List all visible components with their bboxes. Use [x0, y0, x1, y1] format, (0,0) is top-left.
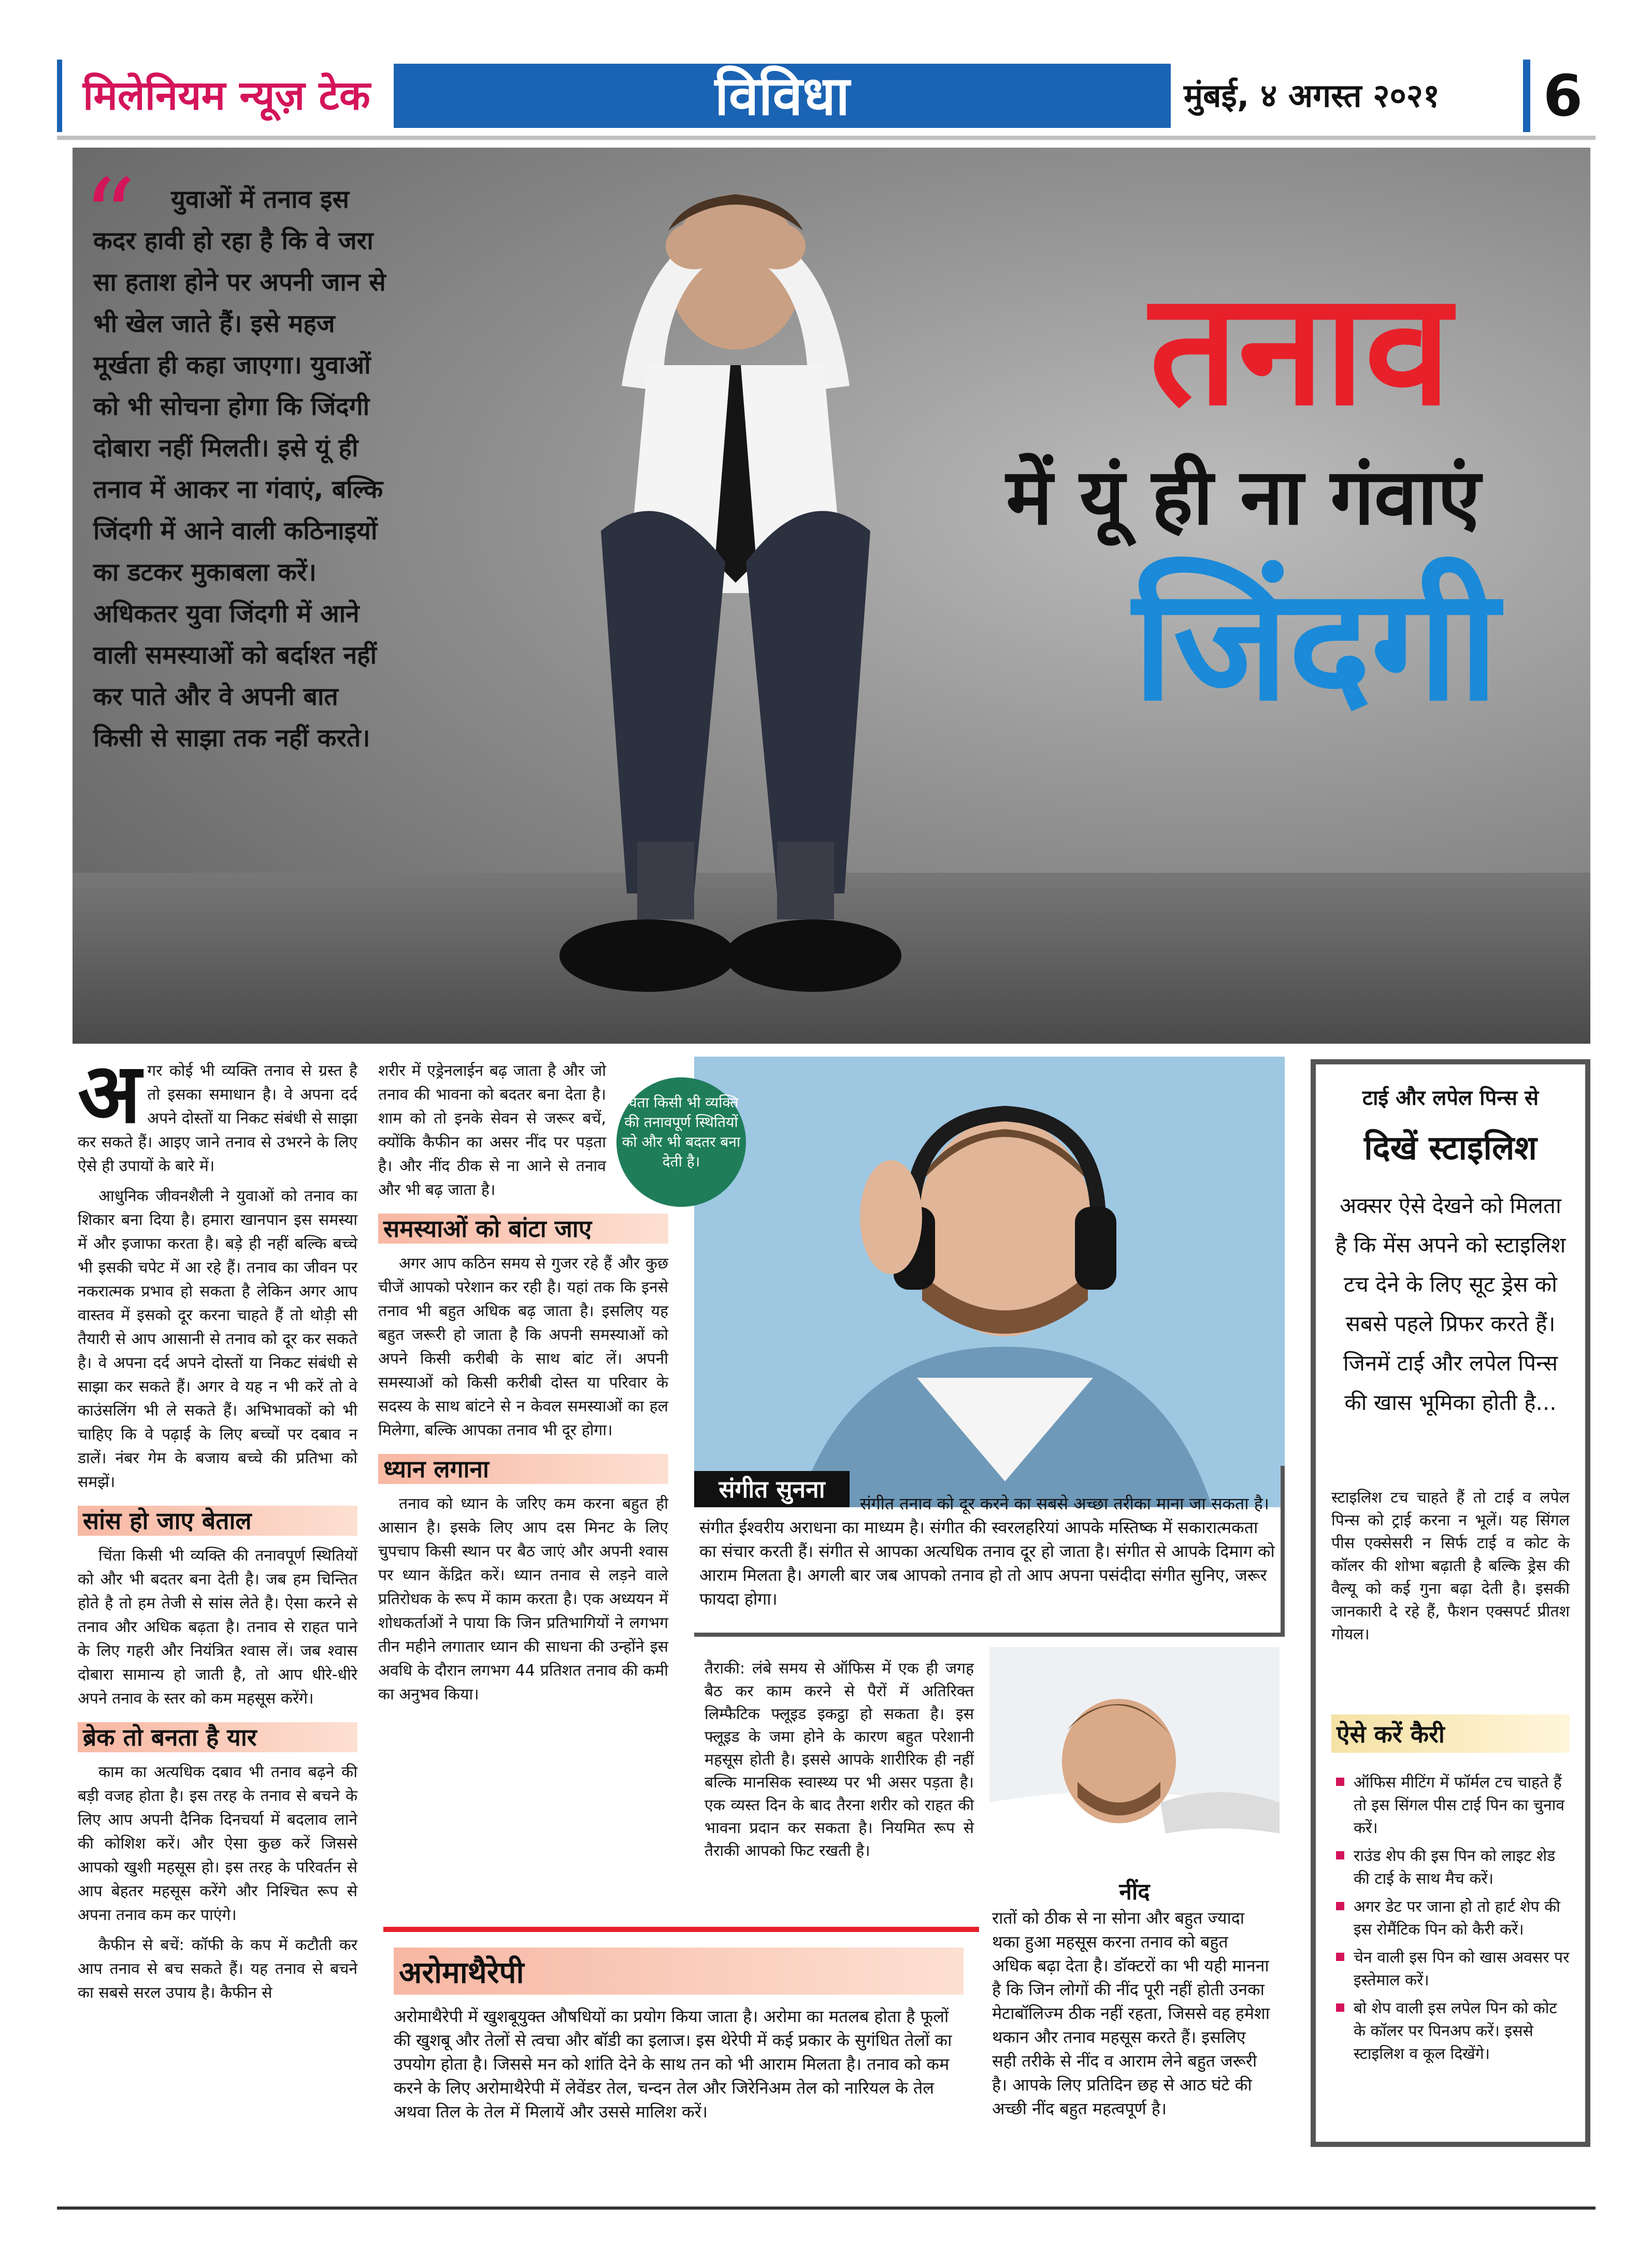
article-paragraph: कैफीन से बचें: कॉफी के कप में कटौती कर आप तनाव से बच सकते हैं। यह तनाव से बचने का सबसे सरल उपाय है। कैफीन से — [78, 1936, 357, 2002]
swim-paragraph: तैराकी: लंबे समय से ऑफिस में एक ही जगह बैठ कर काम करने से पैरों में अतिरिक्त लिम्फैटिक फ्लूइड इकट्ठा हो सकता है। इस फ्लूइड के जमा होने के कारण बहुत परेशानी महसूस होती है। इससे आपके शारीरिक ही नहीं बल्कि मानसिक स्वास्थ्य पर भी असर पड़ता है। एक व्यस्त दिन के बाद तैरना शरीर को राहत की भावना प्रदान कर सकता है। नियमित रूप से तैराकी आपको फिट रखती है। — [705, 1660, 974, 1860]
masthead-rule — [57, 136, 1596, 140]
stressed-man-illustration — [404, 168, 1078, 1039]
sleep-photo — [989, 1647, 1280, 1875]
music-label: संगीत सुनना — [694, 1471, 850, 1507]
music-body: संगीत तनाव को दूर करने का सबसे अच्छा तरीका माना जा सकता है। संगीत ईश्वरीय अराधना का माध्यम है। संगीत की स्वरलहरियां आपके मस्तिष्क में सकारात्मकता का संचार करती हैं। संगीत से आपका अत्यधिक तनाव दूर हो जाता है। संगीत से आपके दिमाग को आराम मिलता है। अगली बार जब आपको तनाव हो तो आप अपना पसंदीदा संगीत सुनिए, जरूर फायदा होगा। — [699, 1494, 1275, 1609]
quote-mark-icon: “ — [83, 157, 136, 278]
sidebar-body: स्टाइलिश टच चाहते हैं तो टाई व लपेल पिन्स को ट्राई करना न भूलें। यह सिंगल पीस एक्सेसरी न सिर्फ टाई व कोट के कॉलर की शोभा बढ़ाती है बल्कि ड्रेस की वैल्यू को कई गुना बढ़ा देती है। इसकी जानकारी दे रहे हैं, फैशन एक्सपर्ट प्रीतश गोयल। — [1331, 1489, 1570, 1643]
article-paragraph: अगर आप कठिन समय से गुजर रहे हैं और कुछ चीजें आपको परेशान कर रही है। यहां तक कि इनसे तनाव भी बहुत अधिक बढ़ जाता है। इसलिए यह बहुत जरूरी हो जाता है कि अपनी समस्याओं को अपने किसी करीबी के साथ बांट लें। अपनी समस्याओं को किसी करीबी दोस्त या परिवार के सदस्य के साथ बांटने से न केवल समस्याओं का हल मिलेगा, बल्कि आपका तनाव भी दूर होगा। — [378, 1254, 668, 1439]
headline-line-1: तनाव — [1150, 259, 1451, 440]
section-title: विविधा — [394, 64, 1171, 128]
headline-line-3: जिंदगी — [1132, 554, 1499, 735]
sidebar-list — [1334, 1771, 1570, 2071]
callout-bubble: चिंता किसी भी व्यक्ति की तनावपूर्ण स्थितियों को और भी बदतर बना देती है। — [616, 1077, 746, 1207]
aroma-paragraph: अरोमाथैरेपी में खुशबूयुक्त औषधियों का प्रयोग किया जाता है। अरोमा का मतलब होता है फूलों की खुशबू और तेलों से त्वचा और बॉडी का इलाज। इस थेरेपी में कई प्रकार के सुगंधित तेलों का उपयोग होता है। जिससे मन को शांति देने के साथ तन को भी आराम मिलता है। तनाव को कम करने के लिए अरोमाथैरेपी में लेवेंडर तेल, चन्दन तेल और जिरेनिअम तेल को नारियल के तेल अथवा तिल के तेल में मिलायें और उससे मालिश करें। — [394, 2007, 952, 2122]
list-item: बो शेप वाली इस लपेल पिन को कोट के कॉलर पर पिनअप करें। इससे स्टाइलिश व कूल दिखेंगे। — [1334, 1997, 1570, 2066]
subhead-share: समस्याओं को बांटा जाए — [378, 1214, 668, 1244]
article-paragraph: काम का अत्यधिक दबाव भी तनाव बढ़ने की बड़ी वजह होता है। इस तरह के तनाव से बचने के लिए आप अपनी दैनिक दिनचर्या में बदलाव लाने की कोशिश करें। और ऐसा कुछ करें जिससे आपको खुशी महसूस हो। इस तरह के परिवर्तन से आप बेहतर महसूस करेंगे और निश्चित रूप से अपना तनाव कम कर पाएंगे। — [78, 1763, 357, 1924]
sidebar-kicker: टाई और लपेल पिन्स से — [1362, 1086, 1539, 1110]
article-paragraph: आधुनिक जीवनशैली ने युवाओं को तनाव का शिकार बना दिया है। हमारा खानपान इस समस्या में और इजाफा करता है। बड़े ही नहीं बल्कि बच्चे भी इसकी चपेट में आ रहे हैं। तनाव का जीवन पर नकरात्मक प्रभाव हो सकता है लेकिन अगर आप वास्तव में इसको दूर करना चाहते हैं तो थोड़ी सी तैयारी से आप आसानी से तनाव को दूर कर सकते है। वे अपना दर्द अपने दोस्तों या निकट संबंधी से साझा कर सकते हैं। अगर वे यह न भी करें तो वे काउंसलिंग भी ले सकते हैं। अभिभावकों को भी चाहिए कि वे पढ़ाई के लिए बच्चों पर दबाव न डालें। नंबर गेम के बजाय बच्चे की प्रतिभा को समझें। — [78, 1187, 357, 1491]
sleeping-man-illustration — [989, 1647, 1280, 1875]
list-item: चेन वाली इस पिन को खास अवसर पर इस्तेमाल करें। — [1334, 1946, 1570, 1992]
music-photo — [694, 1057, 1285, 1507]
sidebar-intro: अक्सर ऐसे देखने को मिलता है कि मेंस अपने को स्टाइलिश टच देने के लिए सूट ड्रेस को सबसे पहले प्रिफर करते हैं। जिनमें टाई और लपेल पिन्स की खास भूमिका होती है... — [1335, 1193, 1566, 1415]
music-text — [699, 1492, 1280, 1611]
article-paragraph: तनाव को ध्यान के जरिए कम करना बहुत ही आसान है। इसके लिए आप दस मिनट के लिए चुपचाप किसी स्थान पर बैठ जाएं और अपनी श्वास पर ध्यान केंद्रित करें। ध्यान तनाव से लड़ने वाले प्रतिरोधक के रूप में काम करता है। एक अध्ययन में शोधकर्ताओं ने पाया कि जिन प्रतिभागियों ने लगभग तीन महीने लगातार ध्यान की साधना की उन्होंने इस अवधि के दौरान लगभग 44 प्रतिशत तनाव की कमी का अनुभव किया। — [378, 1495, 668, 1704]
dateline: मुंबई, ४ अगस्त २०२१ — [1184, 77, 1440, 114]
subhead-break: ब्रेक तो बनता है यार — [78, 1722, 357, 1752]
man-with-headphones-illustration — [694, 1057, 1285, 1507]
dropcap: अ — [78, 1044, 141, 1142]
sidebar-subhead-wrap — [1331, 1714, 1570, 1753]
article-intro: गर कोई भी व्यक्ति तनाव से ग्रस्त है तो इसका समाधान है। वे अपना दर्द अपने दोस्तों या निकट संबंधी से साझा कर सकते हैं। आइए जाने तनाव से उभरने के लिए ऐसे ही उपायों के बारे में। — [78, 1062, 357, 1175]
aroma-heading-wrap — [394, 1948, 964, 1995]
article-paragraph: शरीर में एड्रेनलाईन बढ़ जाता है और जो तनाव की भावना को बदतर बना देता है। शाम को तो इनके सेवन से जरूर बचें, क्योंकि कैफीन का असर नींद पर पड़ता है। और नींद ठीक से ना आने से तनाव और भी बढ़ जाता है। — [378, 1062, 606, 1199]
list-item: राउंड शेप की इस पिन को लाइट शेड की टाई के साथ मैच करें। — [1334, 1845, 1570, 1891]
subhead-meditate: ध्यान लगाना — [378, 1454, 668, 1484]
footer-rule — [57, 2207, 1596, 2210]
subhead-breath: सांस हो जाए बेताल — [78, 1506, 357, 1536]
headline-line-2: में यूं ही ना गंवाएं — [1006, 452, 1481, 542]
sleep-paragraph: रातों को ठीक से ना सोना और बहुत ज्यादा थका हुआ महसूस करना तनाव को बहुत अधिक बढ़ा देता है। डॉक्टरों का भी यही मानना है कि जिन लोगों की नींद पूरी नहीं होती उनका मेटाबॉलिज्म ठीक नहीं रहता, जिससे वह हमेशा थकान और तनाव महसूस करते हैं। इसलिए सही तरीके से नींद व आराम लेने बहुत जरूरी है। आपके लिए प्रतिदिन छह से आठ घंटे की अच्छी नींद बहुत महत्वपूर्ण है। — [992, 1908, 1270, 2118]
sleep-title: नींद — [1119, 1879, 1150, 1905]
page-number: 6 — [1523, 60, 1596, 132]
sidebar-title: दिखें स्टाइलिश — [1364, 1129, 1537, 1167]
hero-image — [73, 148, 1590, 1044]
list-item: अगर डेट पर जाना हो तो हार्ट शेप की इस रोमैंटिक पिन को कैरी करें। — [1334, 1896, 1570, 1941]
article-column-1 — [78, 1044, 357, 2011]
hero-quote — [93, 179, 394, 759]
hero-quote-text: युवाओं में तनाव इस कदर हावी हो रहा है कि वे जरा सा हताश होने पर अपनी जान से भी खेल जाते हैं। इसे महज मूर्खता ही कहा जाएगा। युवाओं को भी सोचना होगा कि जिंदगी दोबारा नहीं मिलती। इसे यूं ही तनाव में आकर ना गंवाएं, बल्कि जिंदगी में आने वाली कठिनाइयों का डटकर मुकाबला करें। अधिकतर युवा जिंदगी में आने वाली समस्याओं को बर्दाश्त नहीं कर पाते और वे अपनी बात किसी से साझा तक नहीं करते। — [93, 185, 386, 753]
sidebar-subhead: ऐसे करें कैरी — [1331, 1714, 1570, 1753]
masthead — [57, 60, 1596, 132]
list-item: ऑफिस मीटिंग में फॉर्मल टच चाहते हैं तो इस सिंगल पीस टाई पिन का चुनाव करें। — [1334, 1771, 1570, 1840]
brand-name: मिलेनियम न्यूज़ टेक — [57, 60, 389, 132]
aroma-title: अरोमाथैरेपी — [394, 1948, 964, 1995]
article-paragraph: चिंता किसी भी व्यक्ति की तनावपूर्ण स्थितियों को और भी बदतर बना देती है। जब हम चिन्तित होते है तो हम तेजी से सांस लेते है। ऐसा करने से तनाव और अधिक बढ़ता है। तनाव से राहत पाने के लिए गहरी और नियंत्रित श्वास लें। जब श्वास दोबारा सामान्य हो जाती है, तो आप धीरे-धीरे अपने तनाव के स्तर को कम महसूस करेंगे। — [78, 1547, 357, 1708]
